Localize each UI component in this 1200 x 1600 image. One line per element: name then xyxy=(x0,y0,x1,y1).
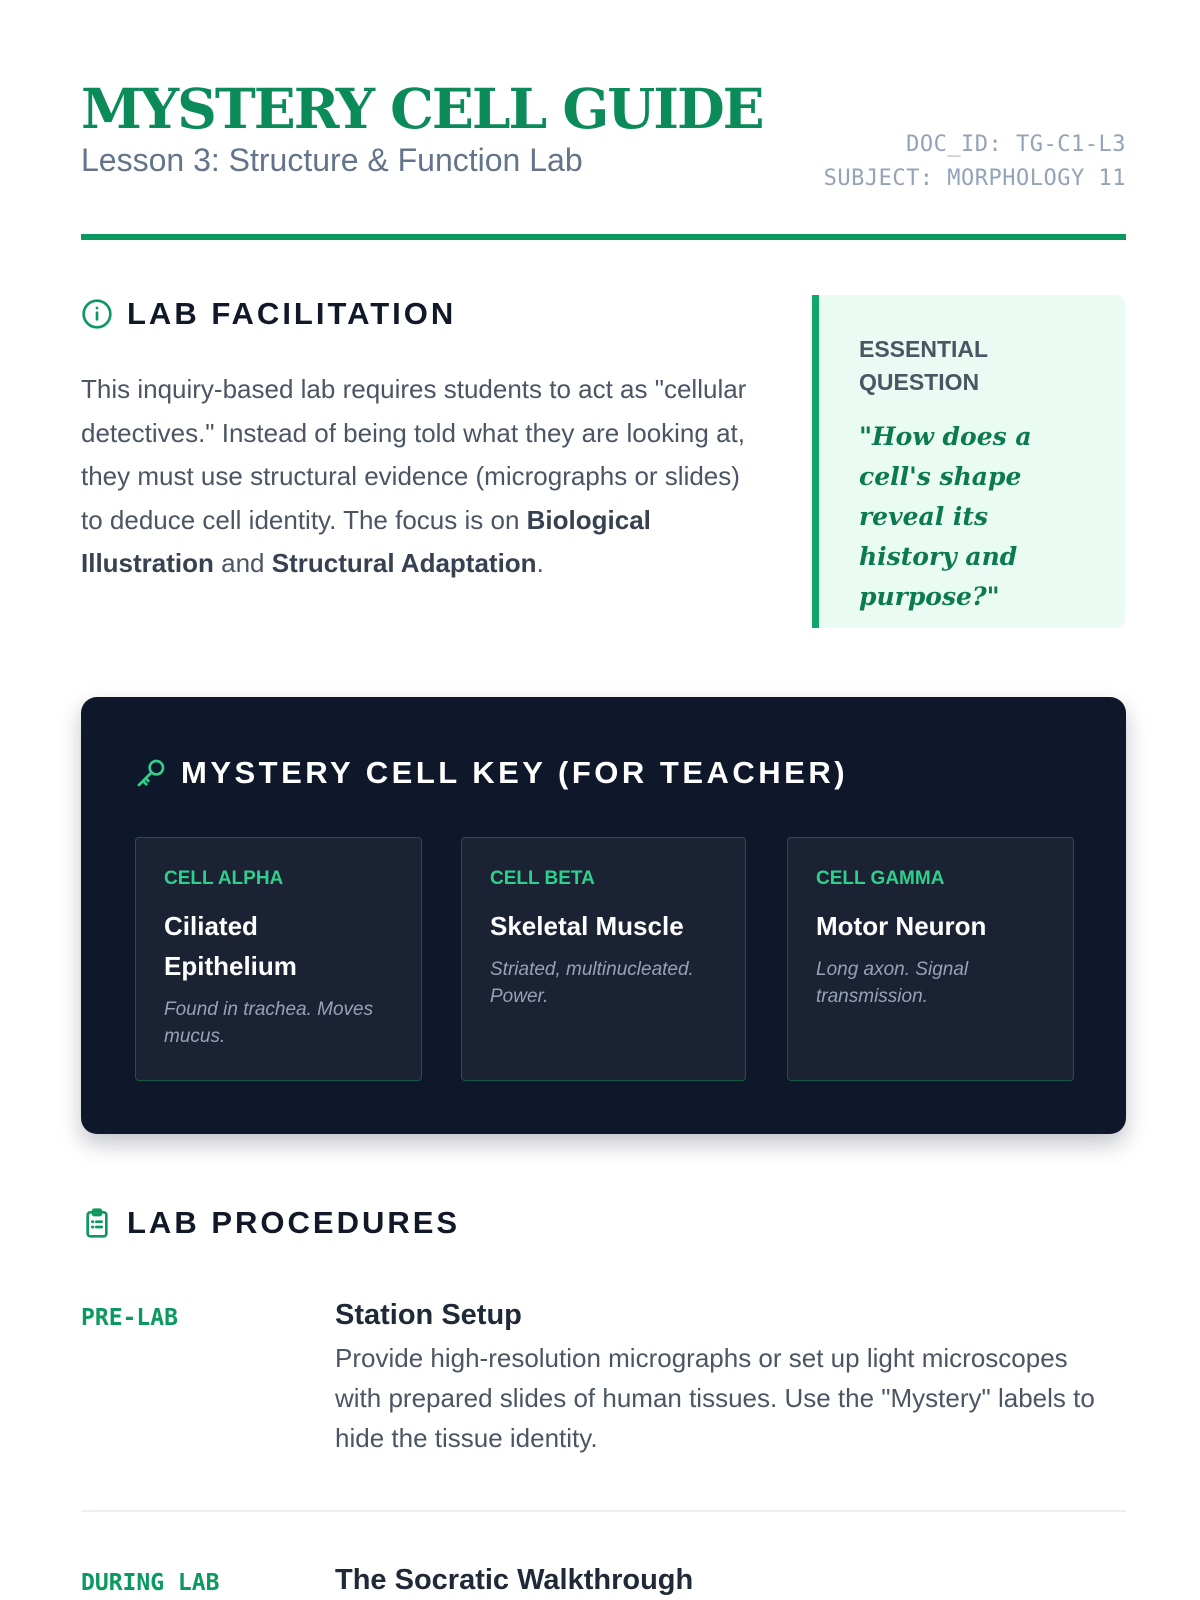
step-divider xyxy=(81,1510,1126,1512)
key-heading: MYSTERY CELL KEY (FOR TEACHER) xyxy=(181,755,849,790)
key-heading-row xyxy=(135,755,848,791)
cell-tag: CELL ALPHA xyxy=(164,868,284,889)
cell-note: Long axon. Signal transmission. xyxy=(816,959,969,1007)
facilitation-text-end: . xyxy=(536,548,544,578)
essential-question-label: ESSENTIAL QUESTION xyxy=(859,336,988,395)
essential-question-callout xyxy=(812,295,1125,628)
step-content xyxy=(335,1299,1115,1458)
facilitation-bold-illustration: Biological Illustration xyxy=(81,504,651,578)
facilitation-text-intro: This inquiry-based lab requires students to act as "cellular detectives." Instead of being told what they are looking at, they must use structural evidence (micrographs or slides) to deduce cell identity. The focus is on xyxy=(81,374,747,535)
step-content xyxy=(335,1564,1115,1597)
step-title: Station Setup xyxy=(335,1299,522,1331)
doc-id: DOC_ID: TG-C1-L3 xyxy=(906,132,1126,157)
clipboard-icon xyxy=(81,1207,113,1239)
facilitation-text-and: and xyxy=(213,548,272,578)
page-title: MYSTERY CELL GUIDE xyxy=(81,76,763,141)
key-icon xyxy=(135,757,167,789)
cell-note: Found in trachea. Moves mucus. xyxy=(164,999,374,1047)
cell-tag: CELL GAMMA xyxy=(816,868,945,889)
header xyxy=(81,76,1126,191)
cell-note: Striated, multinucleated. Power. xyxy=(490,959,694,1007)
cell-name: Motor Neuron xyxy=(816,911,987,941)
cell-name: Ciliated Epithelium xyxy=(164,911,297,981)
cell-card-beta xyxy=(461,837,746,1081)
page-subtitle: Lesson 3: Structure & Function Lab xyxy=(81,141,583,178)
procedures-heading: LAB PROCEDURES xyxy=(127,1205,461,1240)
facilitation-text xyxy=(81,368,761,586)
step-title: The Socratic Walkthrough xyxy=(335,1564,694,1596)
step-phase: PRE-LAB xyxy=(81,1305,178,1331)
cell-card-gamma xyxy=(787,837,1074,1081)
cell-tag: CELL BETA xyxy=(490,868,595,889)
facilitation-heading: LAB FACILITATION xyxy=(127,296,457,331)
mystery-cell-key-panel xyxy=(81,697,1126,1134)
procedures-heading-row xyxy=(81,1205,460,1241)
cell-card-alpha xyxy=(135,837,422,1081)
facilitation-section xyxy=(81,296,761,612)
step-text: Provide high-resolution micrographs or set up light microscopes with prepared slides of human tissues. Use the "Mystery" labels to hide the tissue identity. xyxy=(335,1343,1095,1453)
essential-question-quote: "How does a cell's shape reveal its history and purpose?" xyxy=(859,422,1032,611)
facilitation-bold-adaptation: Structural Adaptation xyxy=(271,548,537,578)
facilitation-heading-row xyxy=(81,296,761,332)
doc-meta xyxy=(824,128,1126,196)
info-circle-icon xyxy=(81,298,113,330)
step-phase: DURING LAB xyxy=(81,1570,220,1596)
cell-name: Skeletal Muscle xyxy=(490,911,684,941)
doc-subject: SUBJECT: MORPHOLOGY 11 xyxy=(823,166,1126,191)
header-divider xyxy=(81,234,1126,240)
